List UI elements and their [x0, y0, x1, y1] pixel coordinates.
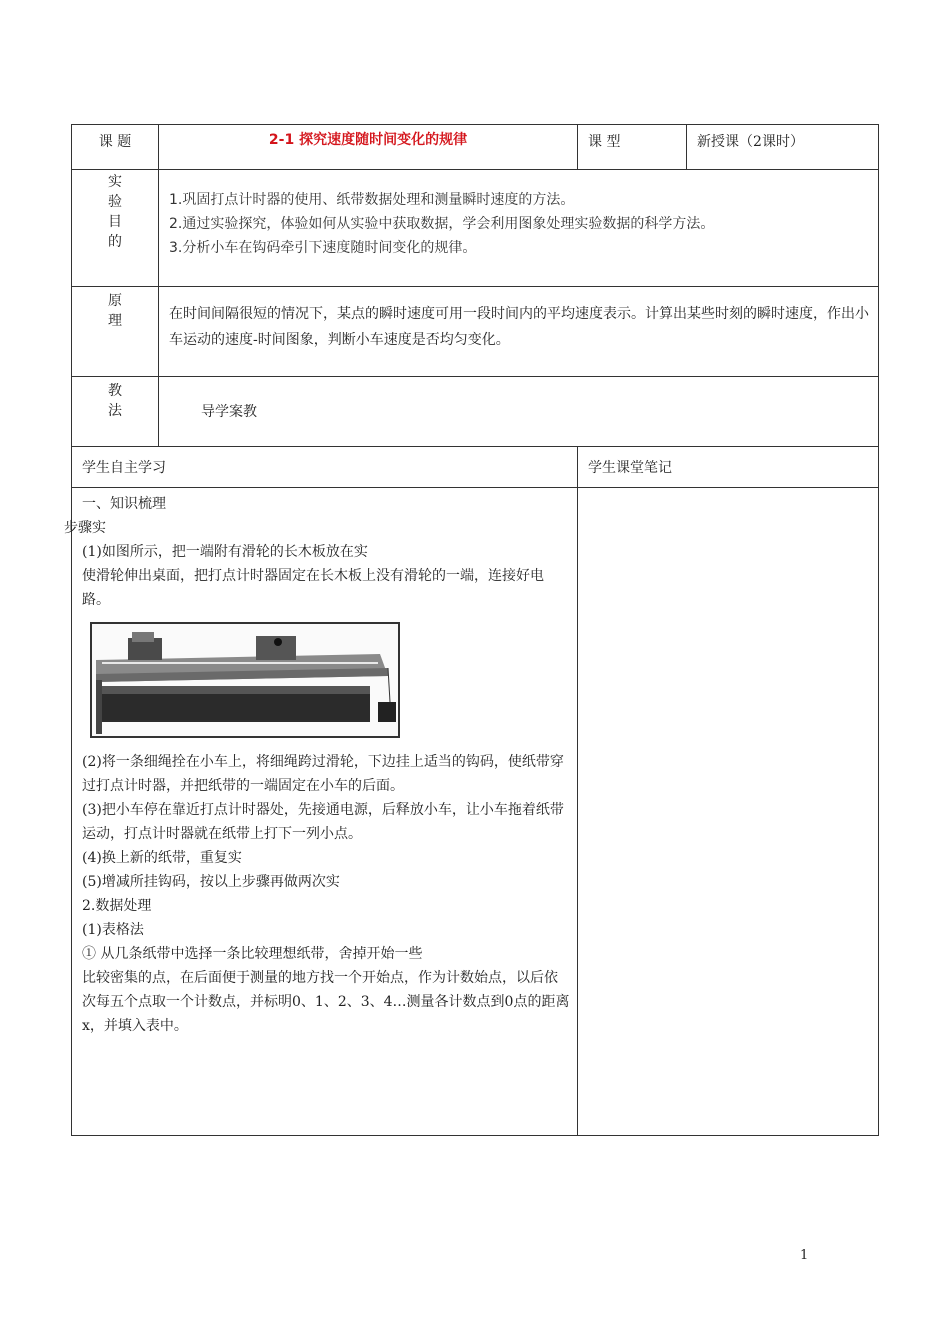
subject-label: 课 题	[72, 125, 159, 170]
aim-item-2: 2.通过实验探究，体验如何从实验中获取数据，学会利用图象处理实验数据的科学方法。	[169, 216, 715, 232]
type-label: 课 型	[578, 125, 687, 170]
lesson-title: 2-1 探究速度随时间变化的规律	[159, 125, 578, 170]
lesson-plan-table	[64, 124, 879, 1136]
step-1b: 使滑轮伸出桌面，把打点计时器固定在长木板上没有滑轮的一端，连接好电路。	[82, 568, 544, 608]
aims-label: 实验目的	[108, 174, 122, 250]
apparatus-figure	[90, 622, 400, 738]
principle-text: 在时间间隔很短的情况下，某点的瞬时速度可用一段时间内的平均速度表示。计算出某些时刻的瞬时速度，作出小车运动的速度-时间图象，判断小车速度是否均匀变化。	[169, 306, 869, 348]
principle-label-cell	[72, 287, 159, 377]
item-1a: ① 从几条纸带中选择一条比较理想纸带，舍掉开始一些	[82, 946, 423, 962]
type-value: 新授课（2课时）	[687, 125, 879, 170]
principle-label: 原理	[108, 293, 122, 329]
section-1-heading: 一、知识梳理	[82, 496, 166, 512]
aim-item-1: 1.巩固打点计时器的使用、纸带数据处理和测量瞬时速度的方法。	[169, 192, 575, 208]
apparatus-illustration	[92, 624, 398, 736]
step-5: (5)增减所挂钩码，按以上步骤再做两次实	[82, 874, 340, 890]
item-1b: 比较密集的点，在后面便于测量的地方找一个开始点，作为计数始点，以后依次每五个点取一个计数点，并标明0、1、2、3、4…测量各计数点到0点的距离 x，并填入表中。	[82, 970, 570, 1034]
step-2: (2)将一条细绳拴在小车上，将细绳跨过滑轮，下边挂上适当的钩码，使纸带穿过打点计时器，并把纸带的一端固定在小车的后面。	[82, 754, 564, 794]
method-label: 教法	[108, 383, 122, 419]
method-text: 导学案教	[201, 404, 257, 420]
steps-label: 步骤实	[64, 520, 106, 536]
aims-cell	[159, 170, 879, 287]
method-cell	[159, 377, 879, 447]
table-method-heading: (1)表格法	[82, 922, 144, 938]
step-1a: (1)如图所示，把一端附有滑轮的长木板放在实	[82, 544, 368, 560]
self-study-content	[64, 488, 578, 1136]
page-number: 1	[800, 1248, 809, 1263]
step-3: (3)把小车停在靠近打点计时器处，先接通电源，后释放小车，让小车拖着纸带运动，打点计时器就在纸带上打下一列小点。	[82, 802, 564, 842]
notes-header: 学生课堂笔记	[578, 447, 879, 488]
method-label-cell	[72, 377, 159, 447]
self-study-header: 学生自主学习	[72, 447, 578, 488]
section-2-heading: 2.数据处理	[82, 898, 152, 914]
aims-label-cell	[72, 170, 159, 287]
principle-cell	[159, 287, 879, 377]
step-4: (4)换上新的纸带，重复实	[82, 850, 242, 866]
aim-item-3: 3.分析小车在钩码牵引下速度随时间变化的规律。	[169, 240, 477, 256]
notes-content	[578, 488, 879, 1136]
